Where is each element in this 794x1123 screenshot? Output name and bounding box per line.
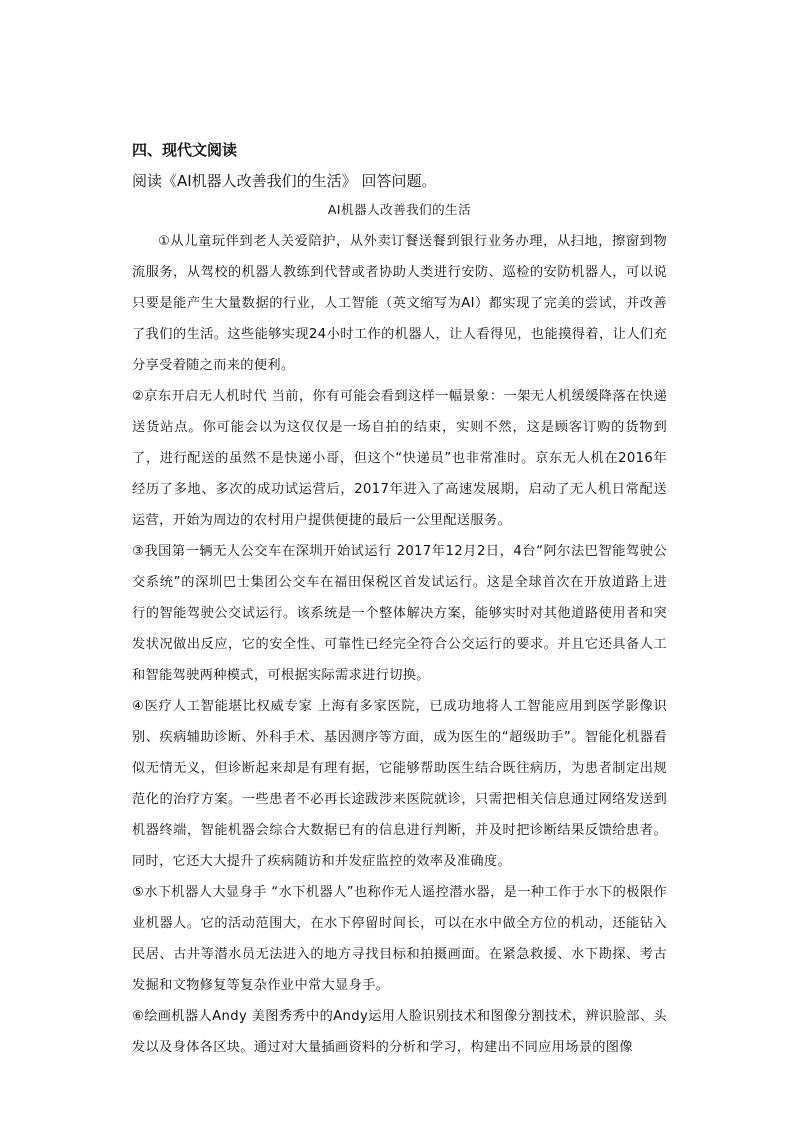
article-paragraph-6: ⑥绘画机器人Andy 美图秀秀中的Andy运用人脸识别技术和图像分割技术，辨识脸部、头发以及身体各区块。通过对大量插画资料的分析和学习，构建出不同应用场景的图像 bbox=[132, 1009, 667, 1055]
article-title: AI机器人改善我们的生活 bbox=[327, 202, 472, 217]
article-paragraph-3: ③我国第一辆无人公交车在深圳开始试运行 2017年12月2日，4台“阿尔法巴智能驾驶公交系统”的深圳巴士集团公交车在福田保税区首发试运行。这是全球首次在开放道路上进行的智能驾驶公交试运行。该系统是一个整体解决方案，能够实时对其他道路使用者和突发状况做出反应，它的安全性、可靠性已经完全符合公交运行的要求。并且它还具备人工和智能驾驶两种模式，可根据实际需求进行切换。 bbox=[132, 544, 667, 683]
section-heading: 四、现代文阅读 bbox=[132, 141, 238, 159]
article-paragraph-2: ②京东开启无人机时代 当前，你有可能会看到这样一幅景象：一架无人机缓缓降落在快递送货站点。你可能会以为这仅仅是一场自拍的结束，实则不然，这是顾客订购的货物到了，进行配送的虽然不是快递小哥，但这个“快递员”也非常准时。京东无人机在2016年经历了多地、多次的成功试运营后，2017年进入了高速发展期，启动了无人机日常配送运营，开始为周边的农村用户提供便捷的最后一公里配送服务。 bbox=[132, 389, 667, 528]
document-content bbox=[132, 140, 667, 1063]
article-paragraph-4: ④医疗人工智能堪比权威专家 上海有多家医院，已成功地将人工智能应用到医学影像识别、疾病辅助诊断、外科手术、基因测序等方面，成为医生的“超级助手”。智能化机器看似无情无义，但诊断起来却是有理有据，它能够帮助医生结合既往病历，为患者制定出规范化的治疗方案。一些患者不必再长途跋涉来医院就诊，只需把相关信息通过网络发送到机器终端，智能机器会综合大数据已有的信息进行判断，并及时把诊断结果反馈给患者。同时，它还大大提升了疾病随访和并发症监控的效率及准确度。 bbox=[132, 699, 667, 869]
article-paragraph-1: ①从儿童玩伴到老人关爱陪护，从外卖订餐送餐到银行业务办理，从扫地，擦窗到物流服务，从驾校的机器人教练到代替或者协助人类进行安防、巡检的安防机器人，可以说只要是能产生大量数据的行业，人工智能（英文缩写为AI）都实现了完美的尝试，并改善了我们的生活。这些能够实现24小时工作的机器人，让人看得见，也能摸得着，让人们充分享受着随之而来的便利。 bbox=[132, 234, 667, 373]
reading-instruction: 阅读《AI机器人改善我们的生活》 回答问题。 bbox=[132, 172, 437, 190]
article-paragraph-5: ⑤水下机器人大显身手 “水下机器人”也称作无人遥控潜水器，是一种工作于水下的极限作业机器人。它的活动范围大，在水下停留时间长，可以在水中做全方位的机动，还能钻入民居、古井等潜水员无法进入的地方寻找目标和拍摄画面。在紧急救援、水下勘探、考古发掘和文物修复等复杂作业中常大显身手。 bbox=[132, 885, 667, 993]
